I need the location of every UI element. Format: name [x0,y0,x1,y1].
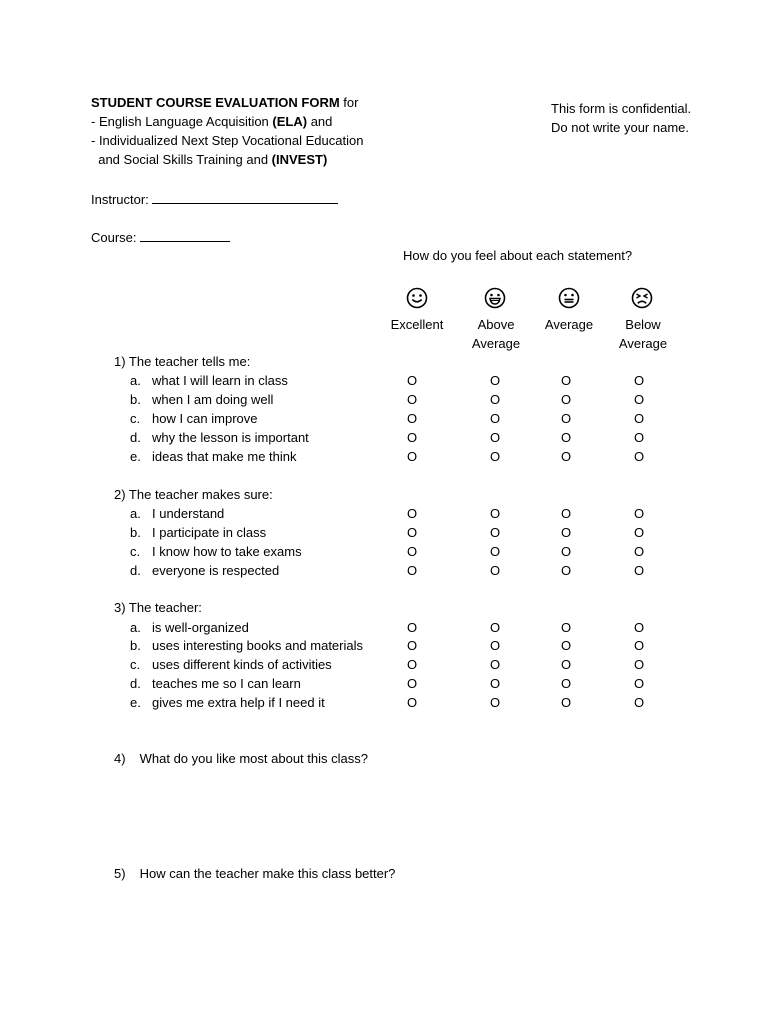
radio-option-excellent[interactable]: O [406,430,418,445]
course-label: Course: [91,230,137,245]
item-text: is well-organized [152,620,249,635]
column-header-line: Excellent [390,317,444,332]
column-header-below-average [603,315,683,353]
section-2-item-c [130,542,302,561]
section-1-item-a [130,371,288,390]
item-text: everyone is respected [152,563,280,578]
item-text: I participate in class [152,525,267,540]
radio-option-above-average[interactable]: O [489,563,501,578]
radio-option-excellent[interactable]: O [406,373,418,388]
radio-option-average[interactable]: O [560,506,572,521]
item-letter: c. [130,657,141,672]
radio-option-excellent[interactable]: O [406,525,418,540]
section-3-item-a [130,618,249,637]
item-letter: c. [130,544,141,559]
title-invest-text: and Social Skills Training and [91,152,272,167]
neutral-face-icon [558,287,580,309]
section-1-item-d [130,428,309,447]
section-2-item-b [130,523,266,542]
radio-option-excellent[interactable]: O [406,638,418,653]
question-number: 4) [114,751,126,766]
radio-option-above-average[interactable]: O [489,695,501,710]
title-line-3: - Individualized Next Step Vocational Education [91,133,364,148]
section-1-item-e [130,447,297,466]
section-3-item-e [130,693,325,712]
radio-option-average[interactable]: O [560,620,572,635]
section-3-heading: 3) The teacher: [114,600,202,615]
title-ela-suffix: and [307,114,333,129]
radio-option-below-average[interactable]: O [633,373,645,388]
radio-option-below-average[interactable]: O [633,544,645,559]
open-question-4 [114,749,368,768]
radio-option-above-average[interactable]: O [489,620,501,635]
radio-option-excellent[interactable]: O [406,620,418,635]
form-title: STUDENT COURSE EVALUATION FORM [91,95,340,110]
title-suffix: for [339,95,359,110]
item-letter: a. [130,373,141,388]
title-ela-abbr: (ELA) [272,114,308,129]
radio-option-average[interactable]: O [560,657,572,672]
item-text: gives me extra help if I need it [152,695,325,710]
column-header-line: Average [544,317,594,332]
item-text: when I am doing well [152,392,274,407]
radio-option-below-average[interactable]: O [633,657,645,672]
item-letter: d. [130,430,141,445]
radio-option-excellent[interactable]: O [406,506,418,521]
radio-option-average[interactable]: O [560,525,572,540]
radio-option-below-average[interactable]: O [633,525,645,540]
radio-option-average[interactable]: O [560,544,572,559]
item-text: I know how to take exams [152,544,302,559]
radio-option-average[interactable]: O [560,392,572,407]
confidential-line-2: Do not write your name. [551,120,690,135]
question-number: 5) [114,866,126,881]
radio-option-excellent[interactable]: O [406,411,418,426]
radio-option-below-average[interactable]: O [633,620,645,635]
radio-option-above-average[interactable]: O [489,411,501,426]
radio-option-below-average[interactable]: O [633,695,645,710]
section-3-item-c [130,655,332,674]
title-line-4 [91,150,363,169]
column-header-line: Below [625,317,661,332]
radio-option-average[interactable]: O [560,373,572,388]
radio-option-above-average[interactable]: O [489,430,501,445]
radio-option-average[interactable]: O [560,411,572,426]
item-text: uses interesting books and materials [152,638,364,653]
title-invest-abbr: (INVEST) [271,152,328,167]
radio-option-average[interactable]: O [560,676,572,691]
instructor-blank[interactable] [152,189,338,204]
radio-option-above-average[interactable]: O [489,506,501,521]
radio-option-average[interactable]: O [560,449,572,464]
radio-option-average[interactable]: O [560,695,572,710]
radio-option-above-average[interactable]: O [489,657,501,672]
item-letter: b. [130,638,141,653]
radio-option-above-average[interactable]: O [489,638,501,653]
column-header-line: Above [477,317,515,332]
form-title-block [91,93,363,169]
answer-area-5[interactable] [114,888,654,968]
section-1-heading: 1) The teacher tells me: [114,354,251,369]
radio-option-excellent[interactable]: O [406,449,418,464]
item-text: uses different kinds of activities [152,657,332,672]
item-letter: a. [130,620,141,635]
item-text: teaches me so I can learn [152,676,301,691]
confidential-note [551,99,691,137]
title-ela-text: - English Language Acquisition [91,114,273,129]
section-1-item-b [130,390,273,409]
answer-area-4[interactable] [114,772,654,852]
item-letter: d. [130,563,141,578]
section-3-item-b [130,636,363,655]
section-2-item-d [130,561,279,580]
frown-icon [631,287,653,309]
radio-option-excellent[interactable]: O [406,695,418,710]
instructor-field[interactable] [91,189,338,209]
title-line-1 [91,93,363,112]
column-header-above-average [456,315,536,353]
section-2-heading: 2) The teacher makes sure: [114,487,273,502]
item-letter: a. [130,506,141,521]
item-letter: b. [130,525,141,540]
rating-prompt: How do you feel about each statement? [403,248,633,263]
radio-option-average[interactable]: O [560,563,572,578]
question-text: How can the teacher make this class better? [139,866,396,881]
item-letter: d. [130,676,141,691]
radio-option-above-average[interactable]: O [489,525,501,540]
radio-option-above-average[interactable]: O [489,676,501,691]
item-text: ideas that make me think [152,449,297,464]
open-question-5 [114,864,395,883]
item-letter: b. [130,392,141,407]
radio-option-above-average[interactable]: O [489,544,501,559]
radio-option-excellent[interactable]: O [406,392,418,407]
item-text: I understand [152,506,225,521]
smile-wink-icon [406,287,428,309]
radio-option-excellent[interactable]: O [406,676,418,691]
section-1-item-c [130,409,258,428]
item-letter: e. [130,449,141,464]
radio-option-excellent[interactable]: O [406,544,418,559]
radio-option-excellent[interactable]: O [406,563,418,578]
radio-option-below-average[interactable]: O [633,638,645,653]
radio-option-below-average[interactable]: O [633,449,645,464]
radio-option-below-average[interactable]: O [633,392,645,407]
course-blank[interactable] [140,227,230,242]
section-2-item-a [130,504,224,523]
radio-option-average[interactable]: O [560,430,572,445]
radio-option-below-average[interactable]: O [633,676,645,691]
grin-icon [484,287,506,309]
item-text: why the lesson is important [152,430,309,445]
item-letter: e. [130,695,141,710]
item-text: what I will learn in class [152,373,288,388]
radio-option-below-average[interactable]: O [633,506,645,521]
column-header-average [529,315,609,334]
column-header-line: Average [618,336,668,351]
column-header-line: Average [471,336,521,351]
item-letter: c. [130,411,141,426]
confidential-line-1: This form is confidential. [551,101,692,116]
section-3-item-d [130,674,301,693]
question-text: What do you like most about this class? [139,751,368,766]
column-header-excellent [377,315,457,334]
title-line-2 [91,112,363,131]
course-field[interactable] [91,227,230,247]
radio-option-average[interactable]: O [560,638,572,653]
radio-option-above-average[interactable]: O [489,449,501,464]
radio-option-below-average[interactable]: O [633,411,645,426]
item-text: how I can improve [152,411,258,426]
radio-option-below-average[interactable]: O [633,563,645,578]
radio-option-below-average[interactable]: O [633,430,645,445]
radio-option-excellent[interactable]: O [406,657,418,672]
radio-option-above-average[interactable]: O [489,392,501,407]
instructor-label: Instructor: [91,192,149,207]
radio-option-above-average[interactable]: O [489,373,501,388]
